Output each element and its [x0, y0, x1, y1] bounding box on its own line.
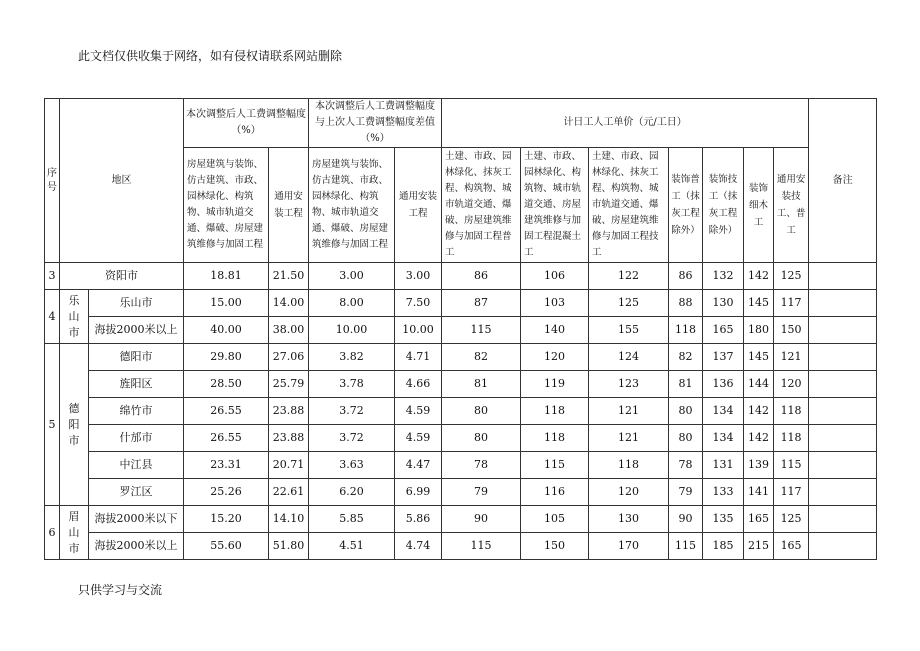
value-cell: 51.80 [269, 533, 309, 560]
value-cell: 80 [669, 398, 703, 425]
region-cell: 德阳市 [89, 344, 184, 371]
value-cell: 80 [442, 425, 521, 452]
region-cell: 什邡市 [89, 425, 184, 452]
value-cell: 145 [744, 344, 774, 371]
value-cell: 123 [589, 371, 669, 398]
value-cell: 130 [703, 290, 744, 317]
table-row [45, 398, 877, 425]
value-cell: 25.79 [269, 371, 309, 398]
region-cell: 旌阳区 [89, 371, 184, 398]
value-cell: 4.47 [395, 452, 442, 479]
seq-cell: 4 [45, 290, 60, 344]
remark-cell [809, 290, 877, 317]
value-cell: 5.85 [309, 506, 395, 533]
value-cell: 90 [442, 506, 521, 533]
value-cell: 27.06 [269, 344, 309, 371]
table-row [45, 290, 877, 317]
value-cell: 118 [669, 317, 703, 344]
value-cell: 14.00 [269, 290, 309, 317]
remark-cell [809, 344, 877, 371]
general-labor-header: 土建、市政、园林绿化、抹灰工程、构筑物、城市轨道交通、爆破、房屋建筑维修与加固工程普工 [442, 148, 521, 263]
city-char: 阳 [68, 417, 80, 431]
value-cell: 170 [589, 533, 669, 560]
value-cell: 26.55 [184, 425, 269, 452]
value-cell: 3.82 [309, 344, 395, 371]
table-row [45, 344, 877, 371]
group3-header: 计日工人工单价（元/工日） [442, 99, 809, 148]
remark-cell [809, 479, 877, 506]
value-cell: 120 [589, 479, 669, 506]
value-cell: 122 [589, 263, 669, 290]
remark-cell [809, 398, 877, 425]
city-char: 眉 [68, 509, 80, 523]
value-cell: 78 [442, 452, 521, 479]
value-cell: 142 [744, 425, 774, 452]
value-cell: 142 [744, 263, 774, 290]
skilled-labor-header: 土建、市政、园林绿化、抹灰工程、构筑物、城市轨道交通、爆破、房屋建筑维修与加固工程技工 [589, 148, 669, 263]
city-char: 德 [68, 401, 80, 415]
value-cell: 116 [521, 479, 589, 506]
value-cell: 6.99 [395, 479, 442, 506]
header-note: 此文档仅供收集于网络，如有侵权请联系网站删除 [78, 49, 343, 63]
value-cell: 145 [744, 290, 774, 317]
value-cell: 28.50 [184, 371, 269, 398]
value-cell: 165 [744, 506, 774, 533]
value-cell: 3.72 [309, 398, 395, 425]
value-cell: 4.66 [395, 371, 442, 398]
table-row [45, 452, 877, 479]
value-cell: 125 [774, 506, 809, 533]
city-char: 乐 [68, 293, 80, 307]
value-cell: 118 [589, 452, 669, 479]
value-cell: 29.80 [184, 344, 269, 371]
region-cell: 海拔2000米以上 [89, 317, 184, 344]
value-cell: 78 [669, 452, 703, 479]
table-row [45, 371, 877, 398]
value-cell: 15.20 [184, 506, 269, 533]
g2-building-header: 房屋建筑与装饰、仿古建筑、市政、园林绿化、构筑物、城市轨道交通、爆破、房屋建筑维修与加固工程 [309, 148, 395, 263]
value-cell: 118 [521, 398, 589, 425]
value-cell: 150 [774, 317, 809, 344]
value-cell: 165 [774, 533, 809, 560]
concrete-labor-header: 土建、市政、园林绿化、构筑物、城市轨道交通、房屋建筑维修与加固工程混凝土工 [521, 148, 589, 263]
value-cell: 87 [442, 290, 521, 317]
deco-skilled-header: 装饰技工（抹灰工程除外） [703, 148, 744, 263]
value-cell: 23.88 [269, 425, 309, 452]
value-cell: 22.61 [269, 479, 309, 506]
region-cell: 绵竹市 [89, 398, 184, 425]
value-cell: 155 [589, 317, 669, 344]
value-cell: 132 [703, 263, 744, 290]
remark-cell [809, 317, 877, 344]
remark-cell [809, 506, 877, 533]
value-cell: 115 [521, 452, 589, 479]
city-char: 山 [68, 309, 80, 323]
region-cell: 资阳市 [60, 263, 184, 290]
value-cell: 4.59 [395, 425, 442, 452]
city-char: 市 [68, 433, 80, 447]
region-cell: 罗江区 [89, 479, 184, 506]
remark-header: 备注 [809, 99, 877, 263]
value-cell: 20.71 [269, 452, 309, 479]
region-cell: 中江县 [89, 452, 184, 479]
value-cell: 180 [744, 317, 774, 344]
region-cell: 海拔2000米以上 [89, 533, 184, 560]
value-cell: 5.86 [395, 506, 442, 533]
value-cell: 130 [589, 506, 669, 533]
table-row [45, 425, 877, 452]
g1-install-header: 通用安装工程 [269, 148, 309, 263]
seq-header: 序号 [45, 99, 60, 263]
value-cell: 140 [521, 317, 589, 344]
value-cell: 121 [589, 398, 669, 425]
value-cell: 118 [774, 398, 809, 425]
region-cell: 海拔2000米以下 [89, 506, 184, 533]
deco-carpenter-header: 装饰细木工 [744, 148, 774, 263]
value-cell: 3.00 [309, 263, 395, 290]
value-cell: 133 [703, 479, 744, 506]
value-cell: 81 [669, 371, 703, 398]
install-labor-header: 通用安装技工、普工 [774, 148, 809, 263]
value-cell: 7.50 [395, 290, 442, 317]
value-cell: 106 [521, 263, 589, 290]
value-cell: 4.51 [309, 533, 395, 560]
value-cell: 18.81 [184, 263, 269, 290]
value-cell: 3.72 [309, 425, 395, 452]
value-cell: 121 [589, 425, 669, 452]
value-cell: 15.00 [184, 290, 269, 317]
value-cell: 115 [669, 533, 703, 560]
city-cell [60, 344, 89, 506]
value-cell: 4.74 [395, 533, 442, 560]
value-cell: 215 [744, 533, 774, 560]
value-cell: 4.59 [395, 398, 442, 425]
value-cell: 82 [442, 344, 521, 371]
value-cell: 125 [774, 263, 809, 290]
table-row [45, 533, 877, 560]
value-cell: 165 [703, 317, 744, 344]
value-cell: 141 [744, 479, 774, 506]
value-cell: 117 [774, 479, 809, 506]
value-cell: 134 [703, 425, 744, 452]
remark-cell [809, 533, 877, 560]
value-cell: 135 [703, 506, 744, 533]
value-cell: 115 [442, 533, 521, 560]
value-cell: 150 [521, 533, 589, 560]
value-cell: 115 [774, 452, 809, 479]
value-cell: 119 [521, 371, 589, 398]
value-cell: 10.00 [309, 317, 395, 344]
value-cell: 81 [442, 371, 521, 398]
value-cell: 120 [521, 344, 589, 371]
value-cell: 23.88 [269, 398, 309, 425]
seq-cell: 3 [45, 263, 60, 290]
table-row [45, 506, 877, 533]
value-cell: 134 [703, 398, 744, 425]
city-cell [60, 290, 89, 344]
value-cell: 4.71 [395, 344, 442, 371]
value-cell: 121 [774, 344, 809, 371]
group1-header: 本次调整后人工费调整幅度（%） [184, 99, 309, 148]
g1-building-header: 房屋建筑与装饰、仿古建筑、市政、园林绿化、构筑物、城市轨道交通、爆破、房屋建筑维修与加固工程 [184, 148, 269, 263]
value-cell: 86 [442, 263, 521, 290]
value-cell: 21.50 [269, 263, 309, 290]
deco-general-header: 装饰普工（抹灰工程除外） [669, 148, 703, 263]
g2-install-header: 通用安装工程 [395, 148, 442, 263]
header-row-1 [45, 99, 877, 148]
value-cell: 105 [521, 506, 589, 533]
value-cell: 124 [589, 344, 669, 371]
table-body [45, 99, 877, 560]
table-row [45, 317, 877, 344]
group2-header: 本次调整后人工费调整幅度与上次人工费调整幅度差值（%） [309, 99, 442, 148]
value-cell: 86 [669, 263, 703, 290]
value-cell: 125 [589, 290, 669, 317]
value-cell: 103 [521, 290, 589, 317]
remark-cell [809, 452, 877, 479]
value-cell: 115 [442, 317, 521, 344]
value-cell: 137 [703, 344, 744, 371]
value-cell: 118 [774, 425, 809, 452]
value-cell: 3.63 [309, 452, 395, 479]
value-cell: 25.26 [184, 479, 269, 506]
region-cell: 乐山市 [89, 290, 184, 317]
city-char: 市 [68, 325, 80, 339]
value-cell: 55.60 [184, 533, 269, 560]
value-cell: 79 [442, 479, 521, 506]
value-cell: 80 [669, 425, 703, 452]
seq-cell: 6 [45, 506, 60, 560]
value-cell: 3.78 [309, 371, 395, 398]
value-cell: 136 [703, 371, 744, 398]
value-cell: 117 [774, 290, 809, 317]
footer-note: 只供学习与交流 [78, 583, 163, 597]
region-header: 地区 [60, 99, 184, 263]
value-cell: 80 [442, 398, 521, 425]
city-char: 市 [68, 541, 80, 555]
value-cell: 10.00 [395, 317, 442, 344]
value-cell: 6.20 [309, 479, 395, 506]
value-cell: 142 [744, 398, 774, 425]
value-cell: 131 [703, 452, 744, 479]
value-cell: 144 [744, 371, 774, 398]
value-cell: 3.00 [395, 263, 442, 290]
value-cell: 38.00 [269, 317, 309, 344]
value-cell: 79 [669, 479, 703, 506]
remark-cell [809, 371, 877, 398]
seq-cell: 5 [45, 344, 60, 506]
value-cell: 23.31 [184, 452, 269, 479]
value-cell: 40.00 [184, 317, 269, 344]
remark-cell [809, 263, 877, 290]
value-cell: 90 [669, 506, 703, 533]
value-cell: 88 [669, 290, 703, 317]
value-cell: 120 [774, 371, 809, 398]
city-char: 山 [68, 525, 80, 539]
value-cell: 82 [669, 344, 703, 371]
remark-cell [809, 425, 877, 452]
labor-rate-table [44, 98, 877, 560]
value-cell: 14.10 [269, 506, 309, 533]
value-cell: 26.55 [184, 398, 269, 425]
table-row [45, 479, 877, 506]
value-cell: 8.00 [309, 290, 395, 317]
table-row [45, 263, 877, 290]
value-cell: 118 [521, 425, 589, 452]
value-cell: 139 [744, 452, 774, 479]
city-cell [60, 506, 89, 560]
value-cell: 185 [703, 533, 744, 560]
